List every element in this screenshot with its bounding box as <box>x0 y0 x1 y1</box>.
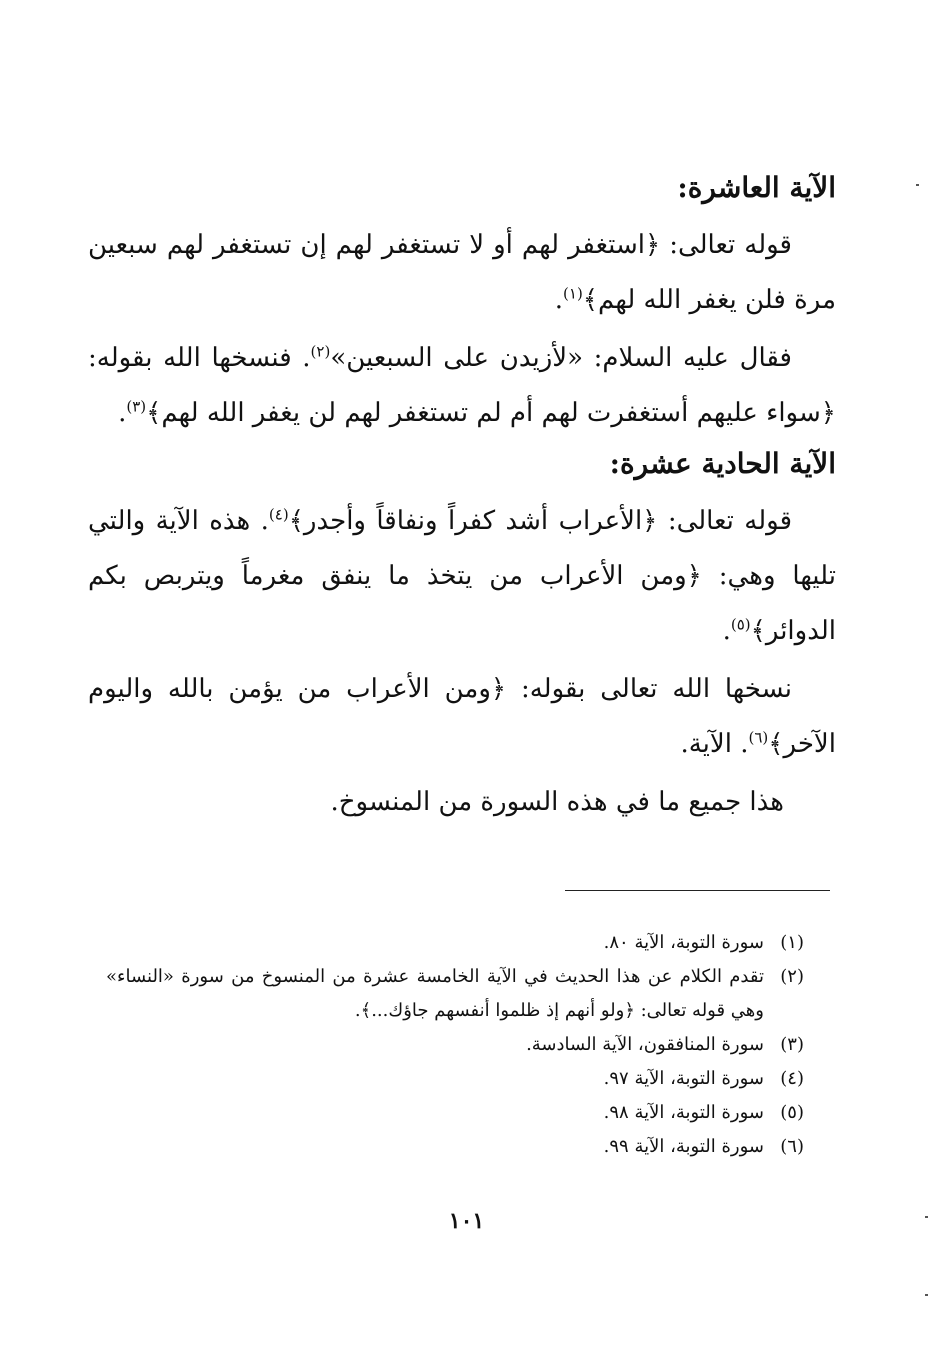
footnote-ref: (٦) <box>748 728 769 747</box>
paragraph-text: فقال عليه السلام: «لأزيدن على السبعين» <box>330 343 792 373</box>
footnote-ref: (٤) <box>268 505 289 524</box>
footnote-text: سورة التوبة، الآية ٩٨. <box>603 1102 764 1123</box>
paragraph-text: نسخها الله تعالى بقوله: ﴿ومن الأعراب من يؤمن بالله واليوم الآخر﴾ <box>88 674 836 759</box>
footnote-number: (١) <box>780 932 804 953</box>
section-heading-eleventh-verse: الآية الحادية عشرة: <box>609 447 836 480</box>
paragraph <box>88 331 836 441</box>
paragraph-text: . هذه الآية والتي تليها وهي: ﴿ومن الأعراب من يتخذ ما ينفق مغرماً ويتربص بكم الدوائر﴾ <box>88 506 836 646</box>
footnote-number: (٢) <box>780 966 804 987</box>
paragraph-text: . الآية. <box>680 729 749 759</box>
footnote <box>106 1130 804 1164</box>
page-number: ١٠١ <box>448 1208 485 1234</box>
scan-speck <box>925 1216 928 1218</box>
paragraph <box>88 662 836 772</box>
footnote-number: (٣) <box>780 1034 804 1055</box>
footnote-number: (٤) <box>780 1068 804 1089</box>
paragraph-text: . <box>118 398 127 428</box>
footnote-text: سورة التوبة، الآية ٩٧. <box>603 1068 764 1089</box>
paragraph-text: . فنسخها الله بقوله: ﴿سواء عليهم أستغفرت لهم أم لم تستغفر لهم لن يغفر الله لهم﴾ <box>88 343 836 428</box>
scan-speck <box>916 184 919 186</box>
paragraph <box>88 494 836 659</box>
main-text <box>88 168 836 833</box>
scan-speck <box>925 1294 928 1296</box>
footnote-separator <box>565 890 830 891</box>
footnote-number: (٦) <box>780 1136 804 1157</box>
paragraph-text: . <box>722 616 731 646</box>
footnote <box>106 1028 804 1062</box>
footnote-text: تقدم الكلام عن هذا الحديث في الآية الخامسة عشرة من المنسوخ من سورة «النساء» وهي قوله تعالى: ﴿ولو أنهم إذ ظلموا أنفسهم جاؤك...﴾. <box>106 966 764 1021</box>
paragraph-text: . <box>554 285 564 315</box>
footnote-text: سورة التوبة، الآية ٩٩. <box>603 1136 764 1157</box>
footnote <box>106 1062 804 1096</box>
footnote <box>106 960 804 1028</box>
footnote-ref: (٢) <box>310 342 331 361</box>
footnotes <box>106 926 804 1164</box>
paragraph-text: قوله تعالى: ﴿استغفر لهم أو لا تستغفر لهم إن تستغفر لهم سبعين مرة فلن يغفر الله لهم﴾ <box>88 230 836 315</box>
footnote-ref: (١) <box>563 284 583 303</box>
footnote-ref: (٥) <box>730 615 751 634</box>
footnote-number: (٥) <box>780 1102 804 1123</box>
closing-paragraph: هذا جميع ما في هذه السورة من المنسوخ. <box>330 787 784 817</box>
footnote-text: سورة التوبة، الآية ٨٠. <box>603 932 764 953</box>
paragraph <box>88 218 836 328</box>
paragraph-text: قوله تعالى: ﴿الأعراب أشد كفراً ونفاقاً وأجدر﴾ <box>288 506 792 536</box>
footnote <box>106 926 804 960</box>
footnote <box>106 1096 804 1130</box>
section-heading-tenth-verse: الآية العاشرة: <box>677 171 836 204</box>
footnote-text: سورة المنافقون، الآية السادسة. <box>526 1034 764 1055</box>
footnote-ref: (٣) <box>126 397 147 416</box>
